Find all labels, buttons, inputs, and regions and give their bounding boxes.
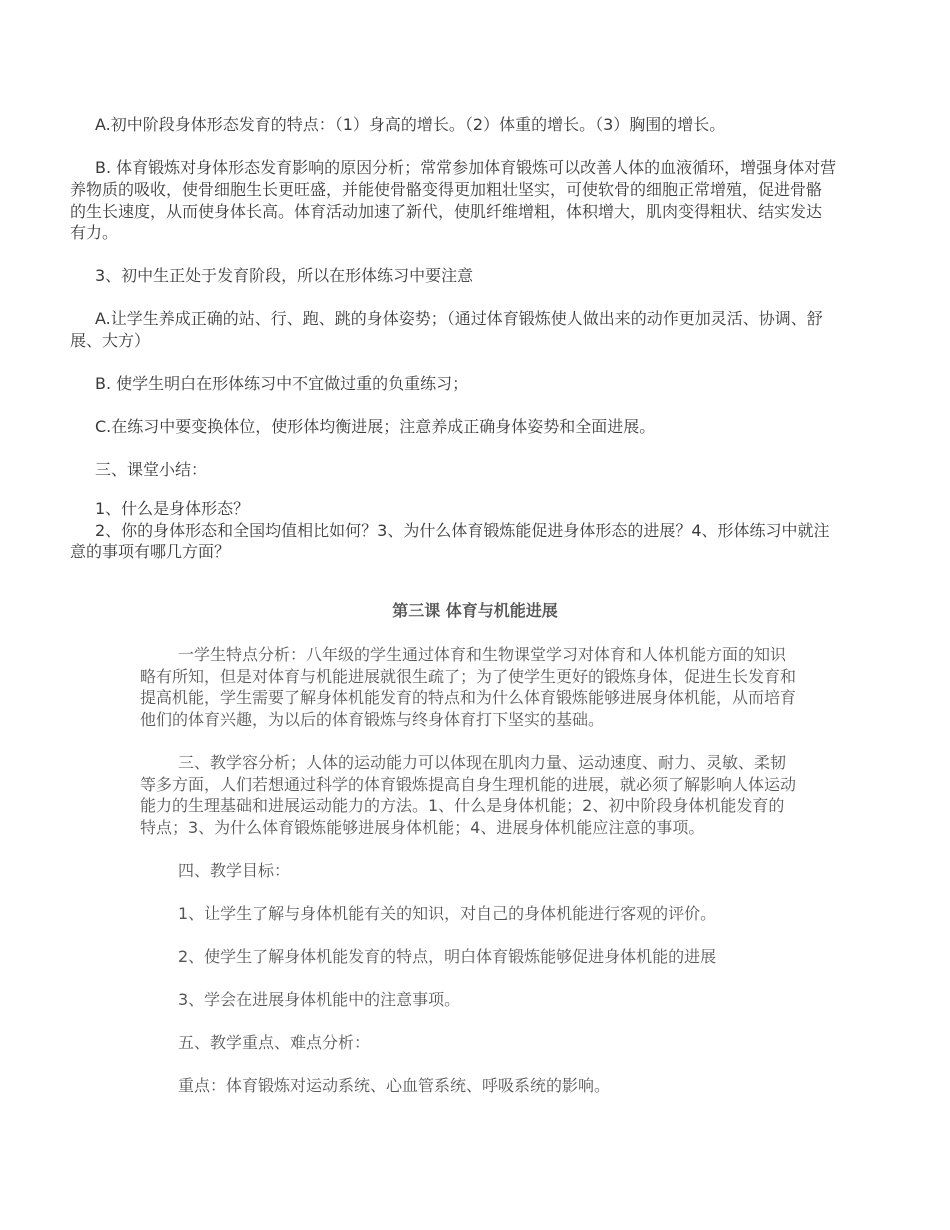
- paragraph-student-analysis-line4: 他们的体育兴趣，为以后的体育锻炼与终身体育打下坚实的基础。: [140, 710, 605, 729]
- paragraph-content-analysis-line4: 特点；3、为什么体育锻炼能够进展身体机能；4、进展身体机能应注意的事项。: [140, 818, 705, 837]
- heading-class-summary: 三、课堂小结：: [95, 460, 208, 479]
- goal-2: 2、使学生了解身体机能发育的特点，明白体育锻炼能够促进身体机能的进展: [178, 947, 717, 966]
- paragraph-change-position: C.在练习中要变换体位，使形体均衡进展；注意养成正确身体姿势和全面进展。: [95, 417, 656, 436]
- paragraph-student-analysis-line1: 一学生特点分析：八年级的学生通过体育和生物课堂学习对体育和人体机能方面的知识: [178, 645, 787, 664]
- paragraph-key-point: 重点：体育锻炼对运动系统、心血管系统、呼吸系统的影响。: [178, 1076, 611, 1095]
- paragraph-posture-line1: A.让学生养成正确的站、行、跑、跳的身体姿势；（通过体育锻炼使人做出来的动作更加灵活、协调、舒: [95, 309, 823, 328]
- paragraph-body-shape-features: A.初中阶段身体形态发育的特点：（1）身高的增长。（2）体重的增长。（3）胸围的增长。: [95, 115, 726, 134]
- paragraph-student-analysis-line2: 略有所知，但是对体育与机能进展就很生疏了；为了使学生更好的锻炼身体，促进生长发育和: [140, 667, 797, 686]
- lesson-title: 第三课 体育与机能进展: [392, 601, 558, 620]
- goal-3: 3、学会在进展身体机能中的注意事项。: [178, 990, 461, 1009]
- paragraph-content-analysis-line1: 三、教学容分析；人体的运动能力可以体现在肌肉力量、运动速度、耐力、灵敏、柔韧: [178, 753, 787, 772]
- question-2-line1: 2、你的身体形态和全国均值相比如何？3、为什么体育锻炼能促进身体形态的进展？4、形体练习中就注: [95, 521, 830, 540]
- question-2-line2: 意的事项有哪几方面？: [70, 542, 231, 561]
- paragraph-student-analysis-line3: 提高机能，学生需要了解身体机能发育的特点和为什么体育锻炼能够进展身体机能，从而培育: [140, 688, 797, 707]
- heading-key-difficult-points: 五、教学重点、难点分析：: [178, 1033, 371, 1052]
- paragraph-load-training: B. 使学生明白在形体练习中不宜做过重的负重练习；: [95, 374, 469, 393]
- paragraph-content-analysis-line3: 能力的生理基础和进展运动能力的方法。1、什么是身体机能；2、初中阶段身体机能发育的: [140, 796, 785, 815]
- paragraph-point-3: 3、初中生正处于发育阶段，所以在形体练习中要注意: [95, 266, 474, 285]
- paragraph-exercise-effect-line3: 的生长速度，从而使身体长高。体育活动加速了新代，使肌纤维增粗，体积增大，肌肉变得粗状、结实发达: [70, 202, 823, 221]
- question-1: 1、什么是身体形态？: [95, 499, 250, 518]
- paragraph-posture-line2: 展、大方）: [70, 331, 151, 350]
- paragraph-exercise-effect-line2: 养物质的吸收，使骨细胞生长更旺盛，并能使骨骼变得更加粗壮坚实，可使软骨的细胞正常增殖，促进骨骼: [70, 180, 823, 199]
- paragraph-content-analysis-line2: 等多方面，人们若想通过科学的体育锻炼提高自身生理机能的进展，就必须了解影响人体运动: [140, 775, 797, 794]
- goal-1: 1、让学生了解与身体机能有关的知识，对自己的身体机能进行客观的评价。: [178, 904, 717, 923]
- paragraph-exercise-effect-line4: 有力。: [70, 223, 119, 242]
- paragraph-exercise-effect-line1: B. 体育锻炼对身体形态发育影响的原因分析；常常参加体育锻炼可以改善人体的血液循环，增强身体对营: [95, 158, 837, 177]
- heading-teaching-goals: 四、教学目标：: [178, 861, 291, 880]
